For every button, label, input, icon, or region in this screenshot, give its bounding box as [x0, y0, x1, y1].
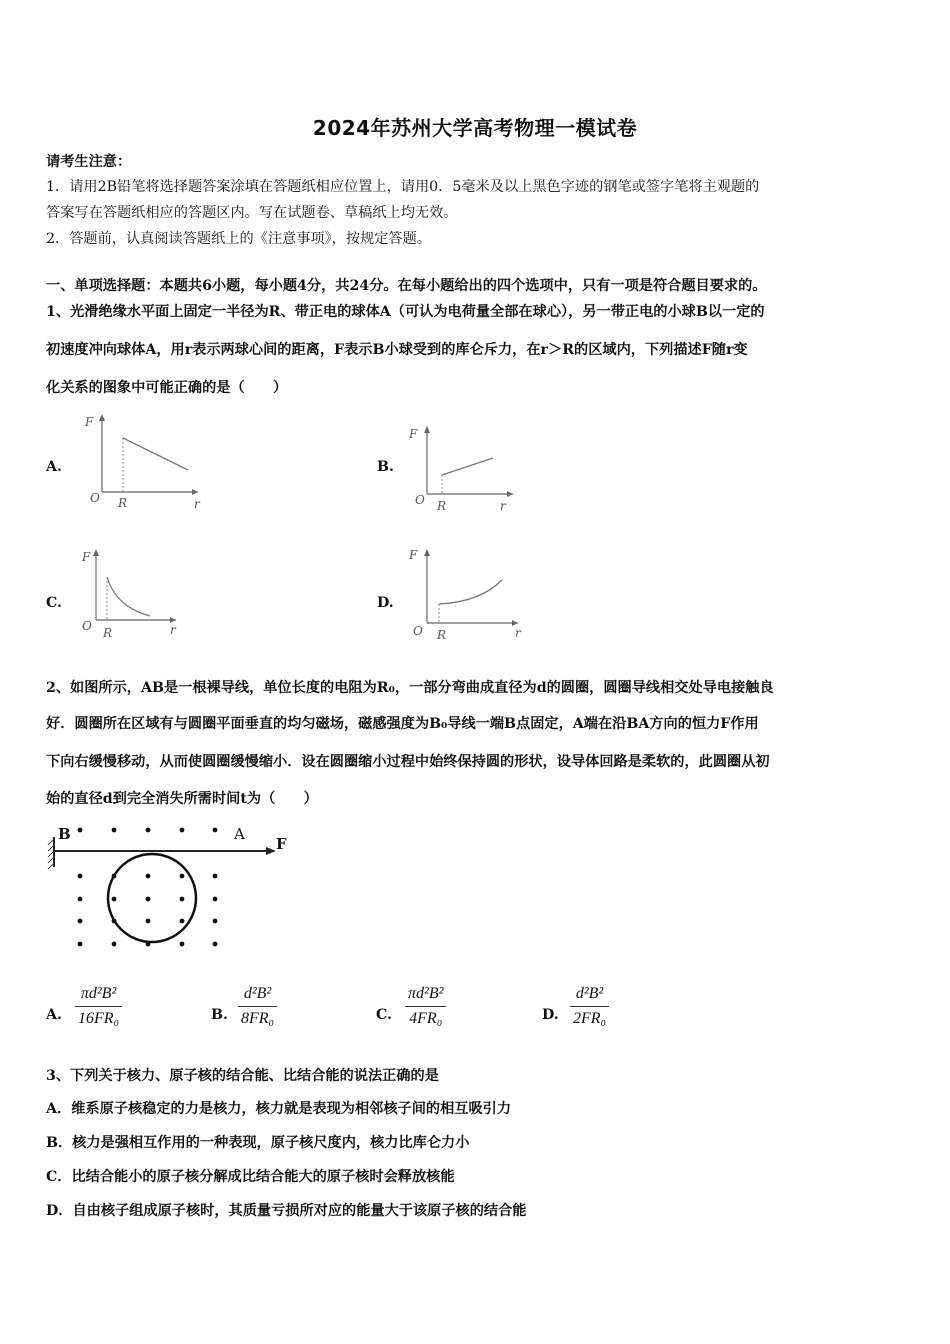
q2-option-b-numerator: d²B² [238, 982, 277, 1007]
q2-option-a-label: A. [46, 1007, 62, 1023]
graph-d-y-label: F [409, 548, 418, 562]
q2-line-2: 好．圆圈所在区域有与圆圈平面垂直的均匀磁场，磁感强度为B₀导线一端B点固定，A端在沿BA方向的恒力F作用 [46, 716, 759, 732]
q2-figure-label-b: B [58, 825, 71, 843]
q1-line-3: 化关系的图象中可能正确的是（ ） [46, 380, 288, 396]
notice-line-1a: 1．请用2B铅笔将选择题答案涂填在答题纸相应位置上，请用0．5毫米及以上黑色字迹的钢笔或签字笔将主观题的 [46, 179, 760, 195]
graph-b-mark: R [437, 499, 447, 513]
q2-option-b-label: B. [211, 1007, 228, 1023]
graph-d-x-label: r [515, 626, 521, 640]
q2-option-d-label: D. [542, 1007, 559, 1023]
q3-option-c: C．比结合能小的原子核分解成比结合能大的原子核时会释放核能 [46, 1169, 455, 1185]
q1-option-c-label: C. [46, 595, 62, 611]
notice-line-1b: 答案写在答题纸相应的答题区内。写在试题卷、草稿纸上均无效。 [46, 205, 458, 221]
q2-option-d-fraction [570, 982, 609, 1031]
notice-heading: 请考生注意： [46, 154, 132, 170]
graph-c-x-label: r [170, 623, 176, 637]
notice-line-2: 2．答题前，认真阅读答题纸上的《注意事项》，按规定答题。 [46, 231, 431, 247]
q2-option-d-numerator: d²B² [570, 982, 609, 1007]
q3-stem: 3、下列关于核力、原子核的结合能、比结合能的说法正确的是 [46, 1068, 439, 1084]
q2-option-c-label: C. [376, 1007, 392, 1023]
q2-figure [40, 815, 300, 955]
page-title: 2024年苏州大学高考物理一模试卷 [312, 116, 638, 140]
graph-d-origin: O [413, 624, 423, 638]
q2-option-c-fraction [405, 982, 446, 1031]
q3-option-d: D．自由核子组成原子核时，其质量亏损所对应的能量大于该原子核的结合能 [46, 1203, 527, 1219]
q1-option-d-label: D. [377, 595, 394, 611]
q1-option-b-label: B. [377, 459, 394, 475]
q2-option-d-denominator: 2FR₀ [573, 1010, 607, 1027]
graph-c-mark: R [103, 626, 113, 640]
graph-a-y-label: F [85, 415, 94, 429]
q1-option-a-label: A. [46, 459, 62, 475]
q2-option-a-numerator: πd²B² [75, 982, 122, 1007]
graph-b-x-label: r [500, 499, 506, 513]
graph-d-mark: R [437, 628, 447, 642]
q1-line-2: 初速度冲向球体A，用r表示两球心间的距离，F表示B小球受到的库仑斥力，在r＞R的区域内，下列描述F随r变 [46, 342, 748, 358]
q2-option-b-fraction [238, 982, 277, 1031]
graph-a [80, 410, 210, 515]
q2-option-a-denominator: 16FR₀ [78, 1010, 120, 1027]
q3-option-b: B．核力是强相互作用的一种表现，原子核尺度内，核力比库仑力小 [46, 1135, 470, 1151]
graph-a-x-label: r [194, 497, 200, 511]
graph-a-origin: O [90, 491, 100, 505]
q1-line-1: 1、光滑绝缘水平面上固定一半径为R、带正电的球体A（可认为电荷量全部在球心），另一带正电的小球B以一定的 [46, 304, 765, 320]
q2-figure-label-f: F [276, 835, 287, 853]
q2-option-c-numerator: πd²B² [405, 982, 446, 1007]
q2-line-3: 下向右缓慢移动，从而使圆圈缓慢缩小．设在圆圈缩小过程中始终保持圆的形状，设导体回路是柔软的，此圆圈从初 [46, 754, 770, 770]
q2-option-a-fraction [75, 982, 122, 1031]
graph-a-mark: R [118, 496, 128, 510]
q2-line-4: 始的直径d到完全消失所需时间t为（ ） [46, 791, 318, 807]
graph-c-y-label: F [82, 550, 91, 564]
q2-option-c-denominator: 4FR₀ [409, 1010, 443, 1027]
graph-c-origin: O [82, 619, 92, 633]
graph-d [405, 545, 530, 643]
graph-c [78, 545, 188, 640]
q2-line-1: 2、如图所示，AB是一根裸导线，单位长度的电阻为R₀，一部分弯曲成直径为d的圆圈，圆圈导线相交处导电接触良 [46, 680, 774, 696]
section-heading: 一、单项选择题：本题共6小题，每小题4分，共24分。在每小题给出的四个选项中，只有一项是符合题目要求的。 [46, 278, 767, 294]
q2-figure-label-a: A [234, 825, 245, 843]
graph-b-y-label: F [409, 427, 418, 441]
graph-b-origin: O [415, 493, 425, 507]
q2-option-b-denominator: 8FR₀ [241, 1010, 275, 1027]
q3-option-a: A．维系原子核稳定的力是核力，核力就是表现为相邻核子间的相互吸引力 [46, 1101, 512, 1117]
graph-b [405, 422, 525, 517]
